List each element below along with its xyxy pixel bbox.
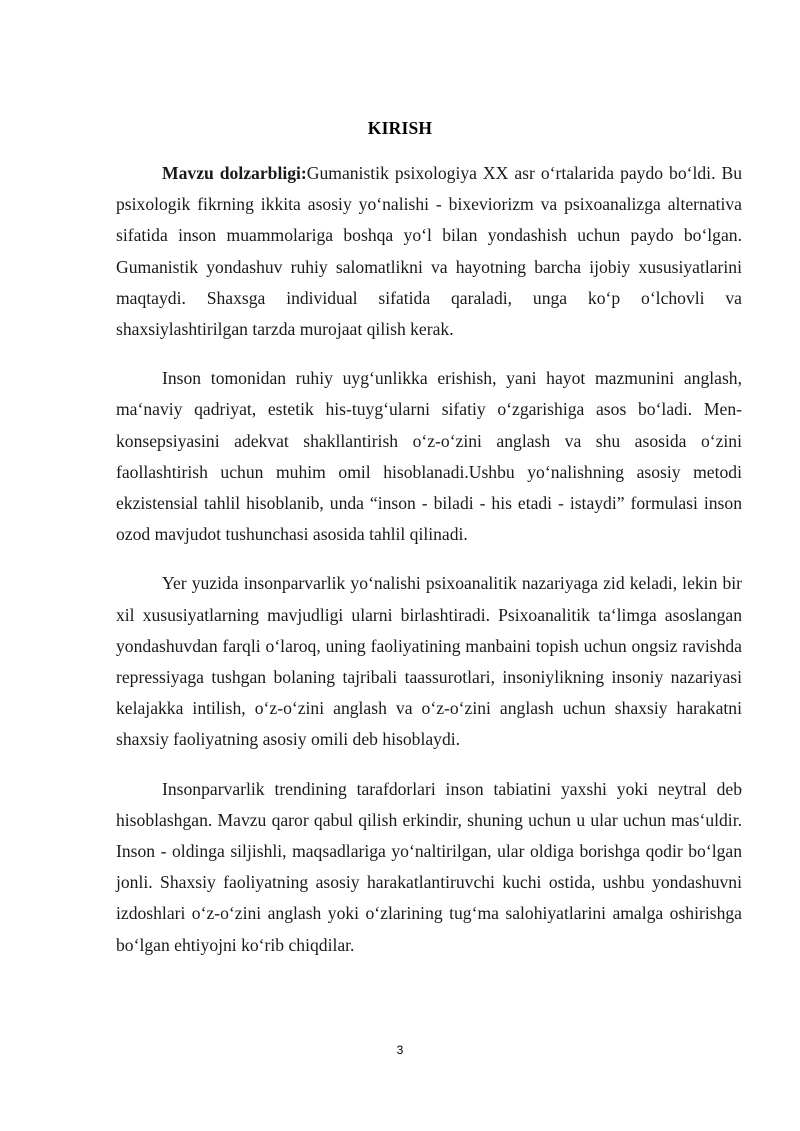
paragraph-text: Gumanistik psixologiya XX asr o‘rtalarida paydo bo‘ldi. Bu psixologik fikrning ikkita asosiy yo‘nalishi - bixeviorizm va psixoanalizga alternativa sifatida inson muammolariga boshqa yo‘l bilan yondashish uchun paydo bo‘lgan. Gumanistik yondashuv ruhiy salomatlikni va hayotning barcha ijobiy xususiyatlarini maqtaydi. Shaxsga individual sifatida qaraladi, unga ko‘p o‘lchovli va shaxsiylashtirilgan tarzda murojaat qilish kerak.	[116, 163, 742, 340]
paragraph-relevance	[116, 158, 742, 345]
paragraph: Yer yuzida insonparvarlik yo‘nalishi psixoanalitik nazariyaga zid keladi, lekin bir xil xususiyatlarning mavjudligi ularni birlashtiradi. Psixoanalitik ta‘limga asoslangan yondashuvdan farqli o‘laroq, uning faoliyatining manbaini topish uchun ongsiz ravishda repressiyaga tushgan bolaning tajribali taassurotlari, insoniylikning insoniy nazariyasi kelajakka intilish, o‘z-o‘zini anglash va o‘z-o‘zini anglash uchun shaxsiy harakatni shaxsiy faoliyatning asosiy omili deb hisoblaydi.	[116, 573, 742, 750]
page-number: 3	[396, 1043, 404, 1057]
paragraph-lead: Mavzu dolzarbligi:	[162, 163, 307, 183]
body-text	[116, 158, 742, 979]
page-title: KIRISH	[367, 118, 433, 138]
paragraph: Inson tomonidan ruhiy uyg‘unlikka erishish, yani hayot mazmunini anglash, ma‘naviy qadriyat, estetik his-tuyg‘ularni sifatiy o‘zgarishiga asos bo‘ladi. Men-konsepsiyasini adekvat shakllantirish o‘z-o‘zini anglash va shu asosida o‘zini faollashtirish uchun muhim omil hisoblanadi.Ushbu yo‘nalishning asosiy metodi ekzistensial tahlil hisoblanib, unda “inson - biladi - his etadi - istaydi” formulasi inson ozod mavjudot tushunchasi asosida tahlil qilinadi.	[116, 368, 742, 545]
paragraph: Insonparvarlik trendining tarafdorlari inson tabiatini yaxshi yoki neytral deb hisoblashgan. Mavzu qaror qabul qilish erkindir, shuning uchun u ular uchun mas‘uldir. Inson - oldinga siljishli, maqsadlariga yo‘naltirilgan, ular oldiga borishga qodir bo‘lgan jonli. Shaxsiy faoliyatning asosiy harakatlantiruvchi kuchi ostida, ushbu yondashuvni izdoshlari o‘z-o‘zini anglash yoki o‘zlarining tug‘ma salohiyatlarini amalga oshirishga bo‘lgan ehtiyojni ko‘rib chiqdilar.	[116, 778, 742, 955]
